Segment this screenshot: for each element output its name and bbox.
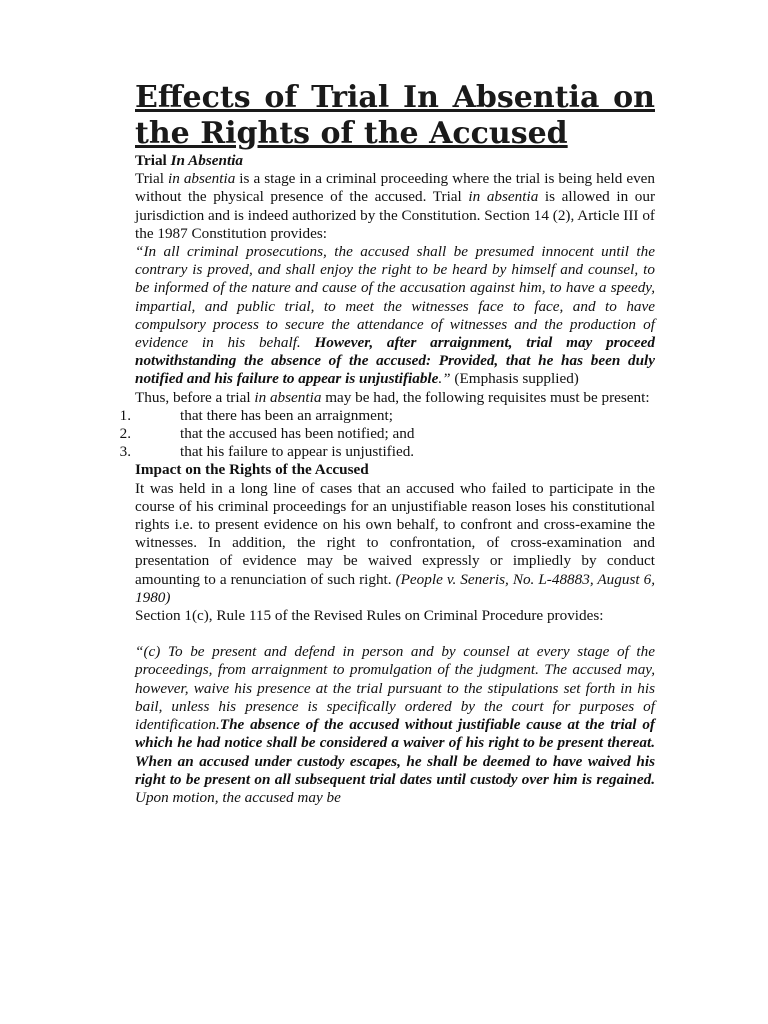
quote-emphasis: The absence of the accused without justifiable cause at the trial of which he had notice shall be considered a waiver of his right to be present thereat. When an accused under custody escapes, he shall be deemed to have waived his right to be present on all subsequent trial dates until custody over him is regained. [135, 716, 655, 788]
constitution-quote [135, 243, 655, 389]
emphasis-note: (Emphasis supplied) [450, 370, 579, 388]
text-run: Thus, before a trial [135, 388, 255, 406]
italic-run: in absentia [168, 170, 236, 188]
paragraph-requisites-intro [135, 389, 655, 407]
list-item [119, 406, 655, 425]
paragraph-definition [135, 170, 655, 243]
text-run: Trial [135, 170, 168, 188]
list-item [119, 443, 655, 461]
heading-italic-text: In Absentia [170, 152, 244, 169]
quote-emphasis: However, after arraignment, trial may proceed notwithstanding the absence of the accused: Provided, that he has been duly notified and his failure to appear is unjustifiable [135, 334, 655, 388]
text-run: It was held in a long line of cases that an accused who failed to participate in the course of his criminal proceedings for an unjustifiable reason loses his constitutional rights i.e. to present evidence on his own behalf, to confront and cross-examine the witnesses. In addition, the right to confrontation, of cross-examination and presentation of evidence may be waived expressly or impliedly by conduct amounting to a renunciation of such right. [135, 479, 655, 588]
quote-text: “(c) To be present and defend in person and by counsel at every stage of the proceedings, from arraignment to promulgation of the judgment. The accused may, however, waive his presence at the trial pursuant to the stipulations set forth in his bail, unless his presence is specifically ordered by the court for purposes of identification. [135, 643, 655, 734]
list-number: 1. [119, 406, 131, 424]
section-heading-trial-in-absentia [135, 152, 655, 170]
italic-run: in absentia [254, 388, 322, 406]
heading-text: Trial [135, 152, 171, 169]
quote-text: Upon motion, the accused may be [135, 788, 341, 806]
document-body [119, 152, 656, 807]
list-text: that the accused has been notified; and [180, 425, 415, 443]
paragraph-impact [135, 480, 655, 607]
requisites-list [119, 406, 655, 462]
section-heading-impact: Impact on the Rights of the Accused [135, 461, 369, 479]
spacer [135, 625, 655, 643]
list-item [119, 425, 655, 443]
quote-text: “In all criminal prosecutions, the accused shall be presumed innocent until the contrary is proved, and shall enjoy the right to be heard by himself and counsel, to be informed of the nature and cause of the accusation against him, to have a speedy, impartial, and public trial, to meet the witnesses face to face, and to have compulsory process to secure the attendance of witnesses and the production of evidence in his behalf. [135, 243, 655, 352]
list-number: 3. [119, 443, 131, 461]
text-run: is allowed in our jurisdiction and is indeed authorized by the Constitution. Section 14 (2), Article III of the 1987 Constitution provides: [135, 188, 656, 242]
text-run: may be had, the following requisites must be present: [321, 388, 650, 406]
list-text: that there has been an arraignment; [180, 406, 393, 424]
document-title: Effects of Trial In Absentia on the Rights of the Accused [135, 80, 655, 151]
list-number: 2. [119, 425, 131, 443]
text-run: is a stage in a criminal proceeding where the trial is being held even without the physical presence of the accused. Trial [135, 170, 655, 206]
italic-run: in absentia [468, 188, 539, 206]
paragraph-rule-115: Section 1(c), Rule 115 of the Revised Rules on Criminal Procedure provides: [135, 607, 604, 625]
quote-close: .” [438, 370, 451, 388]
case-citation: (People v. Seneris, No. L-48883, August 6, 1980) [135, 570, 655, 606]
list-text: that his failure to appear is unjustified. [180, 443, 415, 461]
rule-quote [135, 643, 655, 807]
